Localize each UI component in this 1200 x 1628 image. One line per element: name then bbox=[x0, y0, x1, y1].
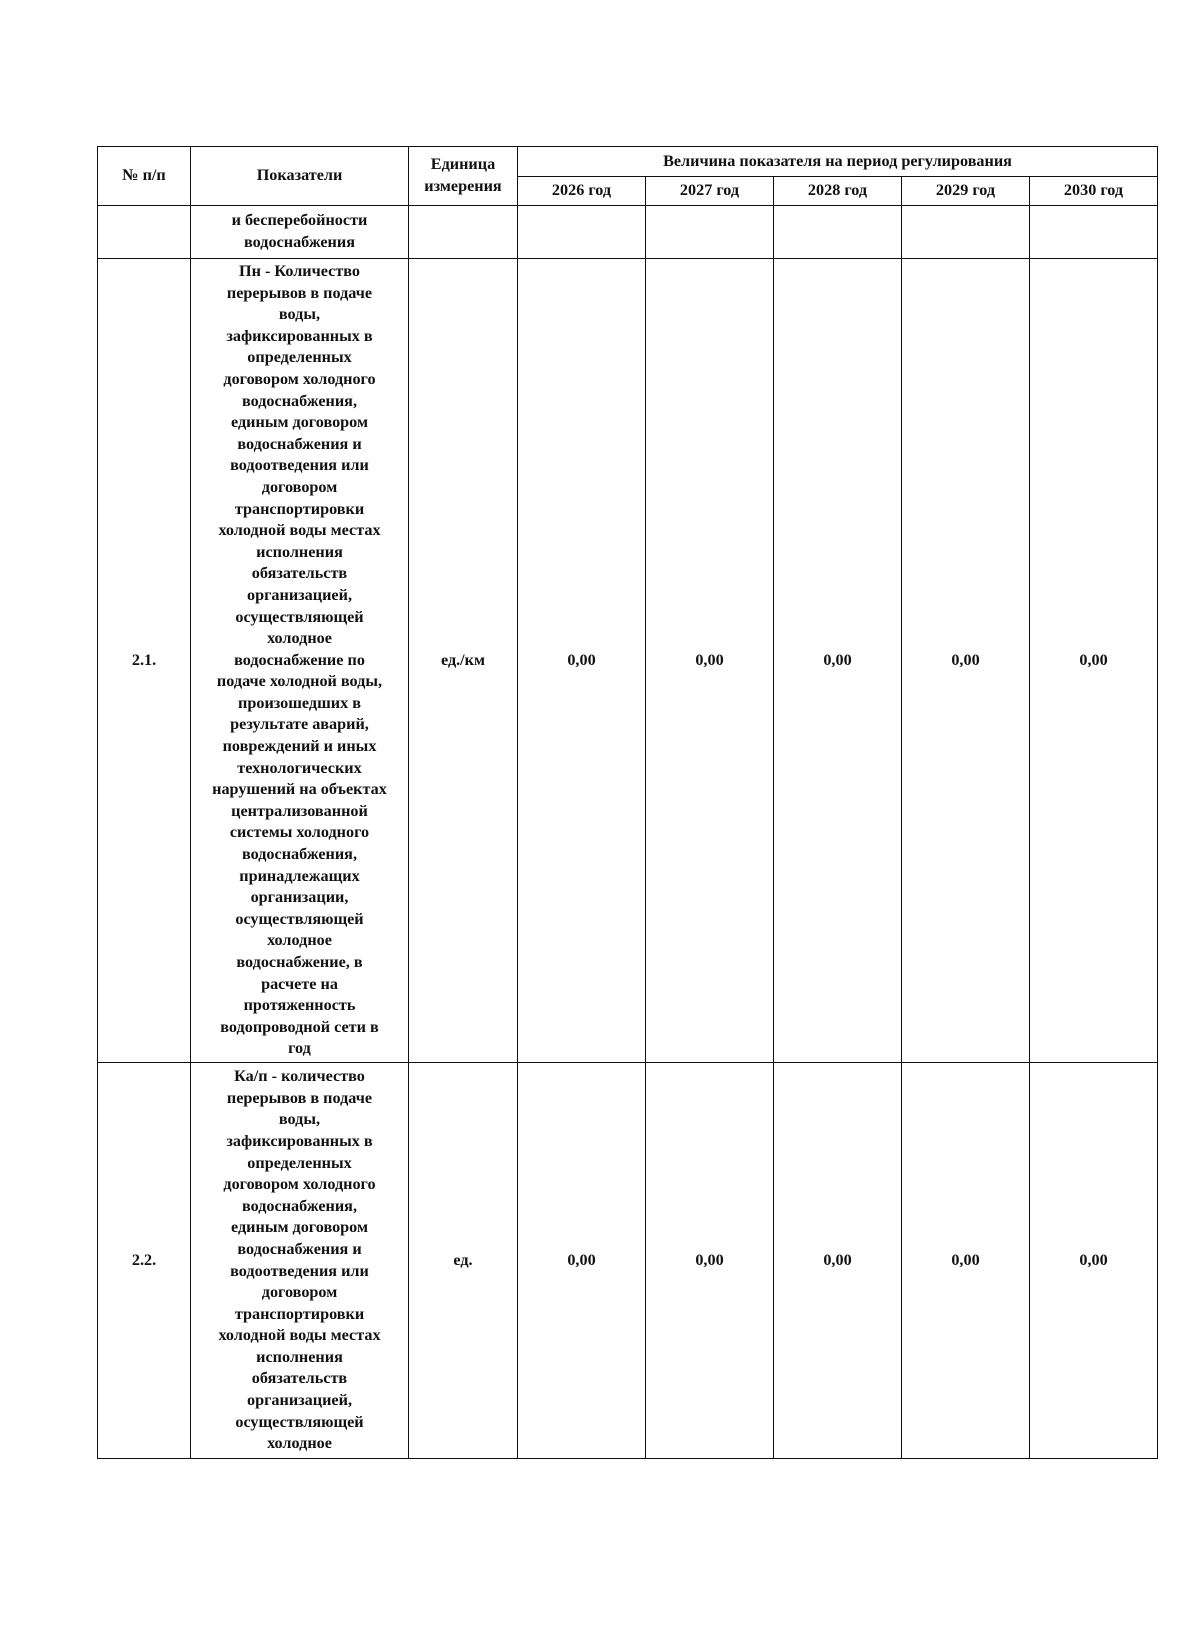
indicator-line: водоснабжения, bbox=[241, 1196, 357, 1215]
indicator-line: договором bbox=[261, 477, 338, 496]
indicator-line: организации, bbox=[250, 888, 349, 907]
row-value-2027 bbox=[646, 206, 774, 259]
indicator-line: договором холодного bbox=[223, 1175, 376, 1194]
indicator-line: Пн - Количество bbox=[239, 262, 360, 281]
indicator-line: технологических bbox=[237, 758, 362, 777]
row-value-2026: 0,00 bbox=[518, 1063, 646, 1459]
indicator-line: определенных bbox=[247, 348, 352, 367]
row-value-2027: 0,00 bbox=[646, 259, 774, 1063]
indicator-line: определенных bbox=[247, 1153, 352, 1172]
indicator-line: холодное bbox=[267, 931, 332, 950]
indicator-line: транспортировки bbox=[234, 1304, 365, 1323]
indicator-line: обязательств bbox=[251, 1369, 348, 1388]
header-year-2027: 2027 год bbox=[646, 177, 774, 206]
table-row-continuation bbox=[98, 206, 1158, 259]
indicator-line: холодное bbox=[267, 629, 332, 648]
row-value-2026: 0,00 bbox=[518, 259, 646, 1063]
row-indicator bbox=[191, 206, 409, 259]
indicator-line: перерывов в подаче bbox=[226, 283, 373, 302]
indicator-line: единым договором bbox=[231, 1218, 368, 1237]
header-unit-line2: измерения bbox=[424, 177, 502, 195]
indicator-line: водоснабжение по bbox=[234, 650, 365, 669]
indicator-line: организацией, bbox=[246, 1391, 352, 1410]
row-value-2029 bbox=[902, 206, 1030, 259]
indicator-line: и бесперебойности bbox=[231, 211, 368, 230]
indicator-line: единым договором bbox=[231, 413, 368, 432]
row-unit: ед. bbox=[409, 1063, 518, 1459]
indicator-line: расчете на bbox=[261, 974, 338, 993]
indicator-line: водоотведения или bbox=[230, 456, 369, 475]
indicator-line: системы холодного bbox=[229, 823, 370, 842]
header-year-2030: 2030 год bbox=[1030, 177, 1158, 206]
row-value-2026 bbox=[518, 206, 646, 259]
row-value-2029: 0,00 bbox=[902, 1063, 1030, 1459]
row-unit bbox=[409, 206, 518, 259]
indicator-line: подаче холодной воды, bbox=[216, 672, 383, 691]
indicator-line: повреждений и иных bbox=[222, 737, 377, 756]
indicator-line: договором bbox=[261, 1283, 338, 1302]
indicator-line: водоснабжения, bbox=[241, 845, 357, 864]
indicator-line: холодной воды местах bbox=[218, 521, 381, 540]
row-value-2029: 0,00 bbox=[902, 259, 1030, 1063]
indicator-line: водопроводной сети в bbox=[220, 1017, 379, 1036]
indicator-line: осуществляющей bbox=[235, 607, 364, 626]
row-value-2030 bbox=[1030, 206, 1158, 259]
header-period-group: Величина показателя на период регулирования bbox=[518, 147, 1158, 177]
indicator-line: водоснабжения и bbox=[237, 434, 362, 453]
indicator-line: воды, bbox=[278, 1110, 321, 1129]
indicator-line: год bbox=[288, 1039, 311, 1058]
row-num: 2.1. bbox=[98, 259, 191, 1063]
indicator-line: результате аварий, bbox=[230, 715, 369, 734]
row-indicator bbox=[191, 259, 409, 1063]
header-unit bbox=[409, 147, 518, 206]
indicator-line: воды, bbox=[278, 305, 321, 324]
header-unit-line1: Единица bbox=[430, 155, 496, 174]
row-indicator bbox=[191, 1063, 409, 1459]
indicator-line: осуществляющей bbox=[235, 909, 364, 928]
row-num bbox=[98, 206, 191, 259]
indicator-line: организацией, bbox=[246, 585, 352, 604]
header-year-2029: 2029 год bbox=[902, 177, 1030, 206]
table-row-2-1 bbox=[98, 259, 1158, 1063]
indicator-line: холодной воды местах bbox=[218, 1326, 381, 1345]
indicator-line: обязательств bbox=[251, 564, 348, 583]
indicator-line: водоснабжения и bbox=[237, 1239, 362, 1258]
row-num: 2.2. bbox=[98, 1063, 191, 1459]
indicator-line: протяженность bbox=[243, 996, 356, 1015]
indicator-line: водоотведения или bbox=[230, 1261, 369, 1280]
regulation-indicators-table bbox=[97, 146, 1158, 1459]
row-value-2028 bbox=[774, 206, 902, 259]
indicator-line: водоснабжения bbox=[244, 233, 355, 251]
indicator-line: осуществляющей bbox=[235, 1412, 364, 1431]
indicator-line: водоснабжения, bbox=[241, 391, 357, 410]
indicator-line: произошедших в bbox=[238, 693, 361, 712]
indicator-line: транспортировки bbox=[234, 499, 365, 518]
indicator-line: принадлежащих bbox=[239, 866, 360, 885]
row-value-2030: 0,00 bbox=[1030, 1063, 1158, 1459]
indicator-line: исполнения bbox=[256, 542, 343, 561]
indicator-line: Ка/п - количество bbox=[234, 1067, 365, 1086]
indicator-line: зафиксированных в bbox=[226, 326, 373, 345]
indicator-line: нарушений на объектах bbox=[212, 780, 387, 799]
header-year-2026: 2026 год bbox=[518, 177, 646, 206]
row-value-2028: 0,00 bbox=[774, 259, 902, 1063]
indicator-line: водоснабжение, в bbox=[236, 953, 363, 972]
table-row-2-2 bbox=[98, 1063, 1158, 1459]
indicator-line: централизованной bbox=[231, 801, 368, 820]
row-value-2030: 0,00 bbox=[1030, 259, 1158, 1063]
indicator-line: договором холодного bbox=[223, 369, 376, 388]
indicator-line: перерывов в подаче bbox=[226, 1088, 373, 1107]
header-num: № п/п bbox=[98, 147, 191, 206]
indicator-line: холодное bbox=[267, 1434, 332, 1453]
header-indicator: Показатели bbox=[191, 147, 409, 206]
header-row-top bbox=[98, 147, 1158, 177]
row-value-2027: 0,00 bbox=[646, 1063, 774, 1459]
header-year-2028: 2028 год bbox=[774, 177, 902, 206]
indicator-line: исполнения bbox=[256, 1347, 343, 1366]
indicator-line: зафиксированных в bbox=[226, 1131, 373, 1150]
row-value-2028: 0,00 bbox=[774, 1063, 902, 1459]
row-unit: ед./км bbox=[409, 259, 518, 1063]
